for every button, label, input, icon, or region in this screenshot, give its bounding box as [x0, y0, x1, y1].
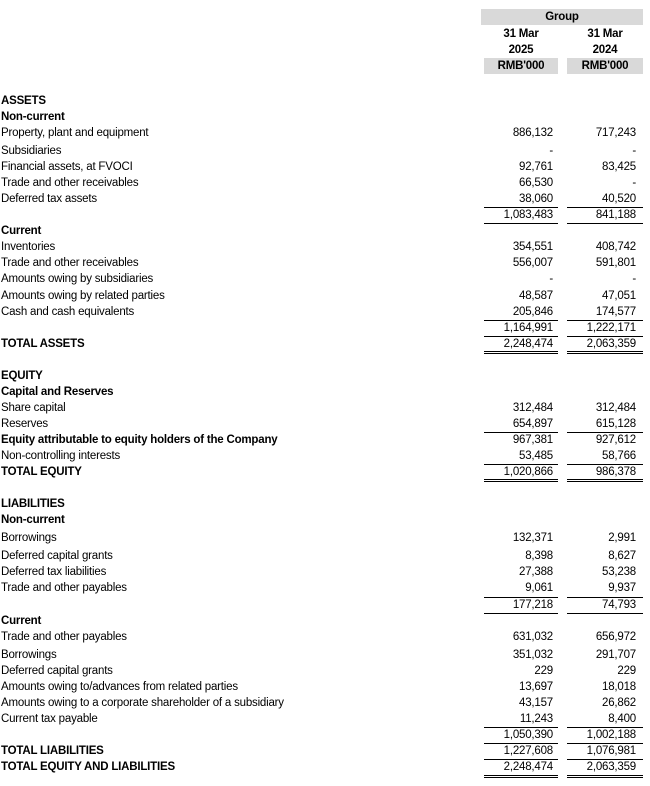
col1-year-label: 2025 — [508, 44, 534, 56]
value-2024: 1,222,171 — [586, 322, 636, 334]
value-2025: 967,381 — [512, 434, 553, 446]
col1-date-label: 31 Mar — [503, 28, 539, 40]
table-row — [0, 109, 650, 125]
row-label: TOTAL EQUITY AND LIABILITIES — [1, 761, 175, 773]
value-2024: 26,862 — [602, 697, 636, 709]
rule — [484, 432, 558, 433]
table-row — [0, 239, 650, 255]
table-row — [0, 695, 650, 711]
row-label: Deferred capital grants — [1, 550, 113, 562]
value-2024: 408,742 — [595, 241, 636, 253]
value-2025: 2,248,474 — [503, 338, 553, 350]
value-2024: 615,128 — [595, 418, 636, 430]
row-label: Deferred capital grants — [1, 665, 113, 677]
value-2025: 27,388 — [519, 566, 553, 578]
value-2025: 13,697 — [519, 681, 553, 693]
rule — [567, 759, 643, 760]
value-2024: 8,400 — [608, 713, 636, 725]
col2-date-label: 31 Mar — [587, 28, 623, 40]
group-header: Group — [545, 11, 579, 23]
col2-unit-label: RMB'000 — [581, 60, 629, 72]
value-2024: 174,577 — [595, 306, 636, 318]
row-label: Deferred tax liabilities — [1, 566, 107, 578]
value-2025: 66,530 — [519, 177, 553, 189]
rule — [567, 432, 643, 433]
value-2025: 177,218 — [512, 599, 553, 611]
row-label: Trade and other payables — [1, 582, 127, 594]
rule — [567, 777, 643, 778]
table-row — [0, 464, 650, 480]
row-label: TOTAL ASSETS — [1, 338, 85, 350]
table-row — [0, 336, 650, 352]
value-2025: 43,157 — [519, 697, 553, 709]
table-row — [0, 223, 650, 239]
rule — [484, 481, 558, 482]
row-label: Trade and other receivables — [1, 177, 139, 189]
row-label: Reserves — [1, 418, 48, 430]
row-label: TOTAL LIABILITIES — [1, 745, 104, 757]
rule — [484, 223, 558, 224]
value-2024: 927,612 — [595, 434, 636, 446]
rule — [484, 759, 558, 760]
value-2025: 38,060 — [519, 193, 553, 205]
rule — [567, 320, 643, 321]
table-row — [0, 384, 650, 400]
row-label: Equity attributable to equity holders of the Company — [1, 434, 278, 446]
value-2024: 47,051 — [602, 290, 636, 302]
row-label: ASSETS — [1, 95, 46, 107]
rule — [567, 353, 643, 354]
rule — [484, 613, 558, 614]
row-label: Borrowings — [1, 649, 57, 661]
rule — [567, 597, 643, 598]
table-row — [0, 125, 650, 141]
table-row — [0, 679, 650, 695]
value-2024: 58,766 — [602, 450, 636, 462]
value-2024: 2,063,359 — [586, 338, 636, 350]
rule — [567, 613, 643, 614]
row-label: EQUITY — [1, 370, 43, 382]
rule — [484, 777, 558, 778]
value-2025: 1,227,608 — [503, 745, 553, 757]
rule — [567, 223, 643, 224]
table-row — [0, 143, 650, 159]
rule — [484, 597, 558, 598]
table-row — [0, 597, 650, 613]
table-row — [0, 647, 650, 663]
rule — [567, 207, 643, 208]
row-label: TOTAL EQUITY — [1, 466, 82, 478]
value-2025: 2,248,474 — [503, 761, 553, 773]
value-2024: 229 — [617, 665, 636, 677]
row-label: Amounts owing by subsidiaries — [1, 273, 154, 285]
value-2025: 1,020,866 — [503, 466, 553, 478]
value-2024: 717,243 — [595, 127, 636, 139]
row-label: Amounts owing to a corporate shareholder of a subsidiary — [1, 697, 284, 709]
row-label: Deferred tax assets — [1, 193, 97, 205]
value-2025: 886,132 — [512, 127, 553, 139]
value-2025: 205,846 — [512, 306, 553, 318]
value-2024: 40,520 — [602, 193, 636, 205]
table-row — [0, 743, 650, 759]
rule — [484, 464, 558, 465]
rule — [484, 353, 558, 354]
value-2024: 18,018 — [602, 681, 636, 693]
value-2024: 83,425 — [602, 161, 636, 173]
value-2025: 11,243 — [519, 713, 553, 725]
table-row — [0, 496, 650, 512]
row-label: Amounts owing to/advances from related parties — [1, 681, 238, 693]
value-2024: 8,627 — [608, 550, 636, 562]
table-row — [0, 512, 650, 528]
rule — [484, 775, 558, 776]
value-2024: - — [632, 273, 636, 285]
value-2025: 8,398 — [525, 550, 553, 562]
value-2025: 53,485 — [519, 450, 553, 462]
value-2025: 312,484 — [512, 402, 553, 414]
value-2024: 841,188 — [595, 209, 636, 221]
table-row — [0, 93, 650, 109]
value-2024: 986,378 — [595, 466, 636, 478]
row-label: LIABILITIES — [1, 498, 65, 510]
table-row — [0, 288, 650, 304]
table-row — [0, 530, 650, 546]
row-label: Property, plant and equipment — [1, 127, 149, 139]
rule — [567, 775, 643, 776]
value-2024: 2,063,359 — [586, 761, 636, 773]
table-row — [0, 548, 650, 564]
row-label: Inventories — [1, 241, 56, 253]
value-2025: - — [549, 273, 553, 285]
value-2025: 556,007 — [512, 257, 553, 269]
row-label: Capital and Reserves — [1, 386, 114, 398]
value-2024: - — [632, 177, 636, 189]
value-2025: 1,050,390 — [503, 729, 553, 741]
value-2024: 312,484 — [595, 402, 636, 414]
value-2025: 654,897 — [512, 418, 553, 430]
table-row — [0, 159, 650, 175]
value-2025: 631,032 — [512, 631, 553, 643]
value-2024: 2,991 — [608, 532, 636, 544]
value-2025: 92,761 — [519, 161, 553, 173]
value-2024: 1,076,981 — [586, 745, 636, 757]
table-row — [0, 613, 650, 629]
table-row — [0, 255, 650, 271]
row-label: Current — [1, 225, 42, 237]
row-label: Current tax payable — [1, 713, 98, 725]
value-2025: 351,032 — [512, 649, 553, 661]
row-label: Non-controlling interests — [1, 450, 121, 462]
table-row — [0, 207, 650, 223]
table-row — [0, 629, 650, 645]
rule — [567, 743, 643, 744]
value-2024: 53,238 — [602, 566, 636, 578]
rule — [567, 464, 643, 465]
col1-unit-label: RMB'000 — [497, 60, 545, 72]
value-2025: 9,061 — [525, 582, 553, 594]
table-row — [0, 759, 650, 775]
rule — [484, 320, 558, 321]
table-row — [0, 368, 650, 384]
value-2024: 74,793 — [602, 599, 636, 611]
table-row — [0, 432, 650, 448]
table-row — [0, 271, 650, 287]
value-2024: 291,707 — [595, 649, 636, 661]
value-2025: 354,551 — [512, 241, 553, 253]
row-label: Current — [1, 615, 42, 627]
row-label: Borrowings — [1, 532, 57, 544]
row-label: Trade and other payables — [1, 631, 127, 643]
value-2024: 591,801 — [595, 257, 636, 269]
table-row — [0, 304, 650, 320]
table-row — [0, 416, 650, 432]
value-2024: 1,002,188 — [586, 729, 636, 741]
rule — [567, 336, 643, 337]
col2-year-label: 2024 — [592, 44, 618, 56]
value-2025: - — [549, 145, 553, 157]
table-row — [0, 711, 650, 727]
value-2025: 48,587 — [519, 290, 553, 302]
row-label: Trade and other receivables — [1, 257, 139, 269]
table-row — [0, 663, 650, 679]
value-2025: 229 — [534, 665, 553, 677]
rule — [484, 207, 558, 208]
row-label: Subsidiaries — [1, 145, 62, 157]
table-row — [0, 320, 650, 336]
rule — [567, 481, 643, 482]
rule — [484, 727, 558, 728]
rule — [484, 479, 558, 480]
rule — [484, 336, 558, 337]
value-2025: 1,164,991 — [503, 322, 553, 334]
row-label: Amounts owing by related parties — [1, 290, 165, 302]
table-row — [0, 191, 650, 207]
rule — [567, 727, 643, 728]
table-row — [0, 564, 650, 580]
value-2024: 9,937 — [608, 582, 636, 594]
table-row — [0, 400, 650, 416]
table-row — [0, 580, 650, 596]
rule — [567, 479, 643, 480]
row-label: Cash and cash equivalents — [1, 306, 135, 318]
row-label: Financial assets, at FVOCI — [1, 161, 133, 173]
value-2024: 656,972 — [595, 631, 636, 643]
table-row — [0, 448, 650, 464]
value-2025: 1,083,483 — [503, 209, 553, 221]
value-2025: 132,371 — [512, 532, 553, 544]
rule — [567, 351, 643, 352]
rule — [484, 351, 558, 352]
row-label: Non-current — [1, 111, 65, 123]
table-row — [0, 727, 650, 743]
rule — [484, 743, 558, 744]
value-2024: - — [632, 145, 636, 157]
table-row — [0, 175, 650, 191]
row-label: Share capital — [1, 402, 66, 414]
row-label: Non-current — [1, 514, 65, 526]
